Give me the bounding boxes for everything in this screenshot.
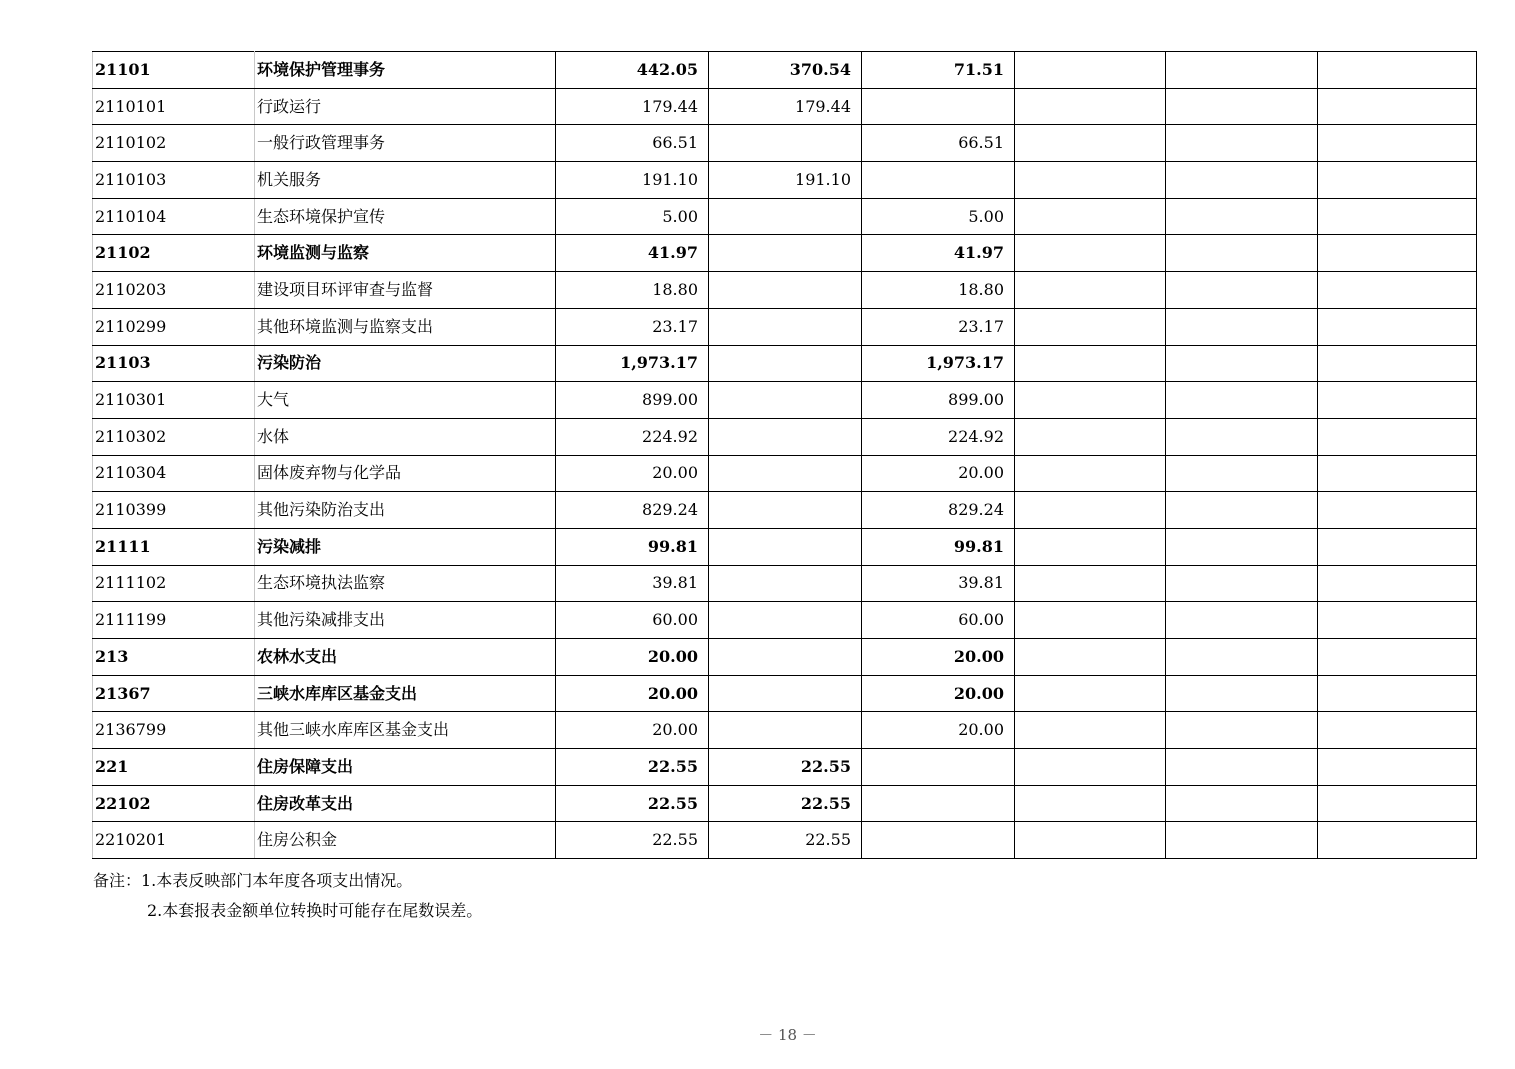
total-cell: 20.00	[556, 712, 709, 749]
empty-cell	[1166, 198, 1318, 235]
total-cell: 99.81	[556, 528, 709, 565]
basic-expenditure-cell	[709, 272, 862, 309]
empty-cell	[1318, 639, 1477, 676]
empty-cell	[1015, 235, 1166, 272]
empty-cell	[1015, 382, 1166, 419]
subject-name-cell: 机关服务	[255, 162, 556, 199]
empty-cell	[1166, 308, 1318, 345]
project-expenditure-cell: 1,973.17	[862, 345, 1015, 382]
subject-name-cell: 污染防治	[255, 345, 556, 382]
subject-code-cell: 2136799	[93, 712, 255, 749]
total-cell: 22.55	[556, 749, 709, 786]
basic-expenditure-cell	[709, 198, 862, 235]
empty-cell	[1015, 88, 1166, 125]
subject-name-cell: 住房公积金	[255, 822, 556, 859]
empty-cell	[1166, 822, 1318, 859]
project-expenditure-cell: 20.00	[862, 455, 1015, 492]
subject-code-cell: 2110104	[93, 198, 255, 235]
table-row	[93, 308, 1477, 345]
total-cell: 60.00	[556, 602, 709, 639]
empty-cell	[1318, 88, 1477, 125]
project-expenditure-cell: 23.17	[862, 308, 1015, 345]
table-row	[93, 492, 1477, 529]
subject-code-cell: 21102	[93, 235, 255, 272]
project-expenditure-cell: 99.81	[862, 528, 1015, 565]
empty-cell	[1015, 822, 1166, 859]
subject-name-cell: 环境监测与监察	[255, 235, 556, 272]
empty-cell	[1318, 785, 1477, 822]
subject-code-cell: 21367	[93, 675, 255, 712]
empty-cell	[1166, 52, 1318, 89]
table-row	[93, 235, 1477, 272]
subject-name-cell: 生态环境执法监察	[255, 565, 556, 602]
subject-name-cell: 污染减排	[255, 528, 556, 565]
basic-expenditure-cell: 370.54	[709, 52, 862, 89]
table-row	[93, 749, 1477, 786]
subject-code-cell: 2110102	[93, 125, 255, 162]
empty-cell	[1015, 308, 1166, 345]
total-cell: 20.00	[556, 675, 709, 712]
empty-cell	[1015, 785, 1166, 822]
subject-name-cell: 建设项目环评审查与监督	[255, 272, 556, 309]
project-expenditure-cell	[862, 749, 1015, 786]
empty-cell	[1318, 822, 1477, 859]
empty-cell	[1015, 712, 1166, 749]
total-cell: 41.97	[556, 235, 709, 272]
empty-cell	[1015, 162, 1166, 199]
basic-expenditure-cell: 22.55	[709, 749, 862, 786]
project-expenditure-cell	[862, 162, 1015, 199]
total-cell: 23.17	[556, 308, 709, 345]
subject-code-cell: 2110399	[93, 492, 255, 529]
total-cell: 5.00	[556, 198, 709, 235]
empty-cell	[1015, 198, 1166, 235]
subject-name-cell: 生态环境保护宣传	[255, 198, 556, 235]
table-row	[93, 125, 1477, 162]
empty-cell	[1166, 382, 1318, 419]
empty-cell	[1166, 455, 1318, 492]
empty-cell	[1015, 675, 1166, 712]
project-expenditure-cell: 60.00	[862, 602, 1015, 639]
subject-name-cell: 固体废弃物与化学品	[255, 455, 556, 492]
empty-cell	[1015, 52, 1166, 89]
total-cell: 20.00	[556, 455, 709, 492]
table-row	[93, 675, 1477, 712]
table-row	[93, 272, 1477, 309]
expenditure-table	[92, 51, 1477, 859]
empty-cell	[1166, 712, 1318, 749]
total-cell: 899.00	[556, 382, 709, 419]
basic-expenditure-cell: 191.10	[709, 162, 862, 199]
empty-cell	[1318, 528, 1477, 565]
table-row	[93, 382, 1477, 419]
subject-code-cell: 21103	[93, 345, 255, 382]
empty-cell	[1015, 639, 1166, 676]
empty-cell	[1015, 602, 1166, 639]
empty-cell	[1015, 492, 1166, 529]
subject-code-cell: 2110203	[93, 272, 255, 309]
table-row	[93, 785, 1477, 822]
subject-name-cell: 三峡水库库区基金支出	[255, 675, 556, 712]
empty-cell	[1318, 602, 1477, 639]
empty-cell	[1015, 125, 1166, 162]
empty-cell	[1318, 749, 1477, 786]
empty-cell	[1166, 345, 1318, 382]
basic-expenditure-cell	[709, 455, 862, 492]
empty-cell	[1166, 88, 1318, 125]
project-expenditure-cell: 829.24	[862, 492, 1015, 529]
basic-expenditure-cell	[709, 492, 862, 529]
notes	[93, 866, 482, 926]
basic-expenditure-cell	[709, 418, 862, 455]
empty-cell	[1166, 162, 1318, 199]
table-row	[93, 528, 1477, 565]
table-row	[93, 455, 1477, 492]
note-line-1: 备注：1.本表反映部门本年度各项支出情况。	[93, 871, 413, 890]
total-cell: 442.05	[556, 52, 709, 89]
empty-cell	[1166, 602, 1318, 639]
project-expenditure-cell: 66.51	[862, 125, 1015, 162]
total-cell: 39.81	[556, 565, 709, 602]
basic-expenditure-cell	[709, 565, 862, 602]
empty-cell	[1318, 492, 1477, 529]
empty-cell	[1318, 162, 1477, 199]
table-row	[93, 162, 1477, 199]
subject-name-cell: 住房保障支出	[255, 749, 556, 786]
basic-expenditure-cell	[709, 308, 862, 345]
basic-expenditure-cell	[709, 382, 862, 419]
project-expenditure-cell: 18.80	[862, 272, 1015, 309]
note-line-2: 2.本套报表金额单位转换时可能存在尾数误差。	[147, 901, 483, 920]
total-cell: 22.55	[556, 822, 709, 859]
subject-name-cell: 大气	[255, 382, 556, 419]
subject-name-cell: 农林水支出	[255, 639, 556, 676]
empty-cell	[1166, 418, 1318, 455]
empty-cell	[1318, 565, 1477, 602]
basic-expenditure-cell	[709, 602, 862, 639]
table-row	[93, 639, 1477, 676]
empty-cell	[1318, 198, 1477, 235]
basic-expenditure-cell: 179.44	[709, 88, 862, 125]
subject-code-cell: 213	[93, 639, 255, 676]
subject-name-cell: 环境保护管理事务	[255, 52, 556, 89]
empty-cell	[1318, 455, 1477, 492]
empty-cell	[1015, 418, 1166, 455]
empty-cell	[1015, 749, 1166, 786]
basic-expenditure-cell	[709, 675, 862, 712]
project-expenditure-cell: 20.00	[862, 639, 1015, 676]
empty-cell	[1015, 455, 1166, 492]
subject-code-cell: 2110103	[93, 162, 255, 199]
basic-expenditure-cell	[709, 712, 862, 749]
table-row	[93, 198, 1477, 235]
basic-expenditure-cell	[709, 345, 862, 382]
empty-cell	[1166, 528, 1318, 565]
empty-cell	[1318, 272, 1477, 309]
subject-code-cell: 21111	[93, 528, 255, 565]
project-expenditure-cell: 20.00	[862, 675, 1015, 712]
total-cell: 18.80	[556, 272, 709, 309]
basic-expenditure-cell	[709, 125, 862, 162]
empty-cell	[1318, 125, 1477, 162]
subject-code-cell: 2110304	[93, 455, 255, 492]
subject-name-cell: 其他污染减排支出	[255, 602, 556, 639]
subject-code-cell: 2110302	[93, 418, 255, 455]
subject-name-cell: 住房改革支出	[255, 785, 556, 822]
empty-cell	[1166, 639, 1318, 676]
subject-code-cell: 22102	[93, 785, 255, 822]
project-expenditure-cell	[862, 822, 1015, 859]
project-expenditure-cell: 71.51	[862, 52, 1015, 89]
table-row	[93, 345, 1477, 382]
subject-code-cell: 21101	[93, 52, 255, 89]
empty-cell	[1318, 308, 1477, 345]
total-cell: 66.51	[556, 125, 709, 162]
project-expenditure-cell: 5.00	[862, 198, 1015, 235]
total-cell: 224.92	[556, 418, 709, 455]
subject-code-cell: 2210201	[93, 822, 255, 859]
basic-expenditure-cell	[709, 528, 862, 565]
project-expenditure-cell: 224.92	[862, 418, 1015, 455]
total-cell: 191.10	[556, 162, 709, 199]
subject-name-cell: 一般行政管理事务	[255, 125, 556, 162]
empty-cell	[1318, 712, 1477, 749]
empty-cell	[1318, 345, 1477, 382]
empty-cell	[1166, 272, 1318, 309]
empty-cell	[1318, 382, 1477, 419]
empty-cell	[1166, 749, 1318, 786]
table-row	[93, 52, 1477, 89]
empty-cell	[1166, 785, 1318, 822]
empty-cell	[1015, 565, 1166, 602]
empty-cell	[1166, 565, 1318, 602]
empty-cell	[1015, 345, 1166, 382]
subject-code-cell: 2110301	[93, 382, 255, 419]
subject-code-cell: 221	[93, 749, 255, 786]
total-cell: 22.55	[556, 785, 709, 822]
total-cell: 1,973.17	[556, 345, 709, 382]
subject-name-cell: 其他环境监测与监察支出	[255, 308, 556, 345]
empty-cell	[1166, 675, 1318, 712]
table-row	[93, 822, 1477, 859]
empty-cell	[1318, 52, 1477, 89]
empty-cell	[1166, 235, 1318, 272]
table-row	[93, 602, 1477, 639]
project-expenditure-cell	[862, 785, 1015, 822]
empty-cell	[1015, 272, 1166, 309]
empty-cell	[1318, 418, 1477, 455]
total-cell: 20.00	[556, 639, 709, 676]
table-row	[93, 418, 1477, 455]
subject-name-cell: 行政运行	[255, 88, 556, 125]
subject-code-cell: 2111102	[93, 565, 255, 602]
basic-expenditure-cell	[709, 639, 862, 676]
empty-cell	[1318, 675, 1477, 712]
project-expenditure-cell: 899.00	[862, 382, 1015, 419]
basic-expenditure-cell: 22.55	[709, 822, 862, 859]
page-number: － 18 －	[758, 1026, 817, 1044]
empty-cell	[1166, 125, 1318, 162]
subject-name-cell: 其他污染防治支出	[255, 492, 556, 529]
project-expenditure-cell: 41.97	[862, 235, 1015, 272]
table-row	[93, 712, 1477, 749]
subject-code-cell: 2110299	[93, 308, 255, 345]
subject-name-cell: 水体	[255, 418, 556, 455]
table-row	[93, 88, 1477, 125]
total-cell: 829.24	[556, 492, 709, 529]
total-cell: 179.44	[556, 88, 709, 125]
project-expenditure-cell: 20.00	[862, 712, 1015, 749]
basic-expenditure-cell: 22.55	[709, 785, 862, 822]
empty-cell	[1166, 492, 1318, 529]
project-expenditure-cell	[862, 88, 1015, 125]
table-row	[93, 565, 1477, 602]
project-expenditure-cell: 39.81	[862, 565, 1015, 602]
empty-cell	[1015, 528, 1166, 565]
basic-expenditure-cell	[709, 235, 862, 272]
subject-name-cell: 其他三峡水库库区基金支出	[255, 712, 556, 749]
empty-cell	[1318, 235, 1477, 272]
subject-code-cell: 2110101	[93, 88, 255, 125]
subject-code-cell: 2111199	[93, 602, 255, 639]
